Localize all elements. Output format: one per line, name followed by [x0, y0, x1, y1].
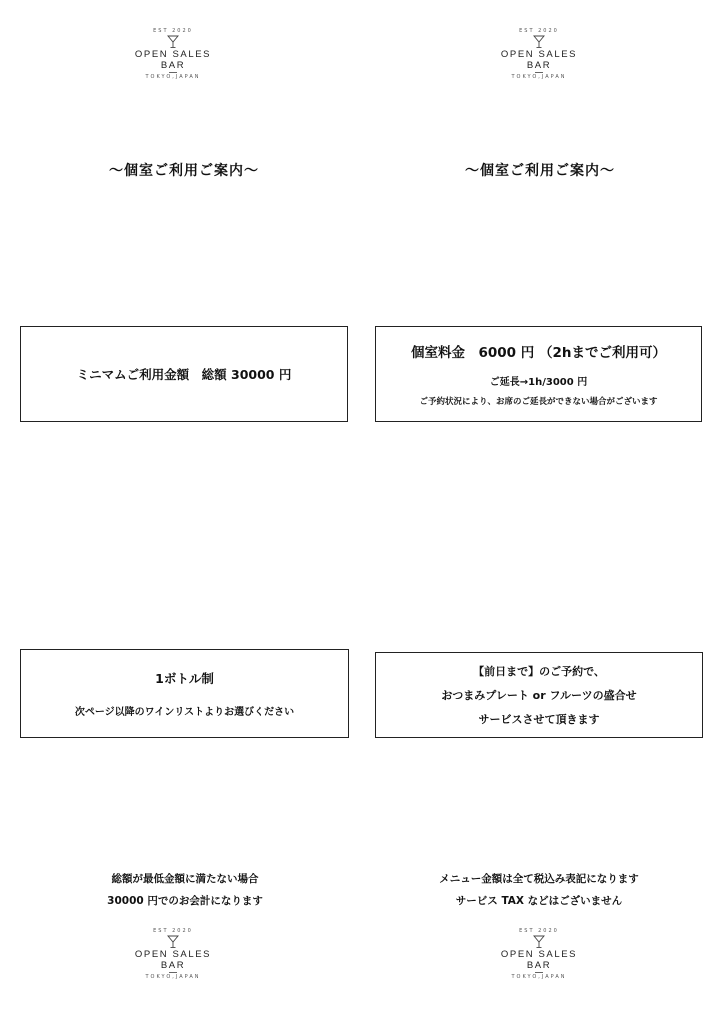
footer-note-right — [374, 868, 704, 912]
room-fee-text: 個室料金 6000 円 （2hまでご利用可） — [411, 345, 666, 361]
cocktail-glass-icon — [532, 35, 546, 49]
logo-divider — [169, 72, 177, 73]
logo-est-text: EST 2020 — [153, 928, 193, 934]
private-room-fee-box — [375, 326, 702, 422]
cocktail-glass-icon — [166, 35, 180, 49]
footer-line2: サービス TAX などはございません — [455, 895, 623, 907]
cocktail-glass-icon — [532, 935, 546, 949]
logo-location-text: TOKYO,JAPAN — [511, 974, 567, 980]
logo-est-text: EST 2020 — [519, 28, 559, 34]
logo-divider — [169, 972, 177, 973]
logo-name-line1: OPEN SALES — [134, 949, 212, 960]
logo-location-text: TOKYO,JAPAN — [145, 74, 201, 80]
logo-divider — [535, 72, 543, 73]
extension-fee-text: ご延長→1h/3000 円 — [489, 377, 588, 388]
footer-line1: メニュー金額は全て税込み表記になります — [439, 873, 639, 885]
minimum-charge-box — [20, 326, 348, 422]
footer-line1: 総額が最低金額に満たない場合 — [111, 873, 259, 885]
logo-est-text: EST 2020 — [153, 28, 193, 34]
logo-name-line2: BAR — [526, 960, 552, 971]
reservation-service-box — [375, 652, 703, 738]
logo-name-line1: OPEN SALES — [500, 49, 578, 60]
logo-top-left — [118, 28, 228, 81]
footer-note-left — [20, 868, 350, 912]
logo-name-line1: OPEN SALES — [134, 49, 212, 60]
page-title-left: 〜個室ご利用ご案内〜 — [109, 163, 259, 179]
logo-location-text: TOKYO,JAPAN — [145, 974, 201, 980]
logo-location-text: TOKYO,JAPAN — [511, 74, 567, 80]
reservation-deadline-text: 【前日まで】のご予約で、 — [473, 665, 605, 678]
logo-top-right — [484, 28, 594, 81]
minimum-charge-text: ミニマムご利用金額 総額 30000 円 — [76, 367, 292, 382]
service-plate-text: おつまみプレート or フルーツの盛合せ — [441, 689, 637, 702]
cocktail-glass-icon — [166, 935, 180, 949]
page-title-right: 〜個室ご利用ご案内〜 — [465, 163, 615, 179]
bottle-system-text: 1ボトル制 — [155, 671, 214, 686]
bottle-system-box — [20, 649, 349, 738]
logo-divider — [535, 972, 543, 973]
logo-name-line1: OPEN SALES — [500, 949, 578, 960]
service-note-text: サービスさせて頂きます — [478, 713, 600, 726]
logo-bottom-left — [118, 928, 228, 981]
logo-name-line2: BAR — [160, 60, 186, 71]
logo-name-line2: BAR — [526, 60, 552, 71]
extension-note-text: ご予約状況により、お席のご延長ができない場合がございます — [419, 397, 658, 407]
logo-name-line2: BAR — [160, 960, 186, 971]
logo-est-text: EST 2020 — [519, 928, 559, 934]
footer-line2: 30000 円でのお会計になります — [107, 895, 263, 907]
logo-bottom-right — [484, 928, 594, 981]
wine-list-note-text: 次ページ以降のワインリストよりお選びください — [74, 707, 295, 718]
